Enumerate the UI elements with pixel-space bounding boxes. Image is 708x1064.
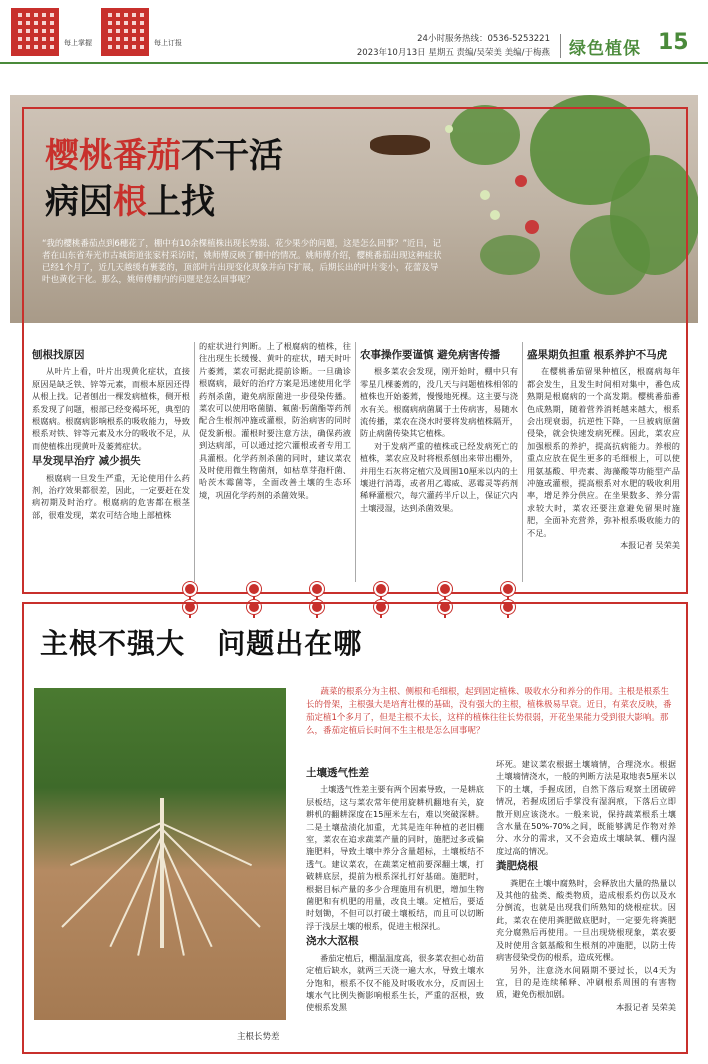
subhead-fruiting-care: 盛果期负担重 根系养护不马虎 xyxy=(527,349,668,361)
subhead-early-treat: 早发现早治疗 减少损失 xyxy=(32,455,141,468)
paragraph: 从叶片上看，叶片出现黄化症状，直接原因是缺乏铁、锌等元素，而根本原因还得从根上找。记者刨出一棵发病植株，侧开根系发现了问题，根部已经变褐坏死，典型的根腐病。根腐病影响根系的吸收能力，导致根系对铁、锌等元素及水分的吸收不足，从而使植株出现黄叶及萎蔫症状。 xyxy=(32,366,190,451)
page-header xyxy=(0,0,708,66)
column-divider xyxy=(522,342,523,582)
byline: 本报记者 吴荣美 xyxy=(616,1001,676,1012)
paragraph: 另外，注意浇水间隔期不要过长，以4天为宜，目的是连续稀释、冲刷根系周围的有害物质，避免伤根加剧。 xyxy=(496,964,676,1000)
article1-col4 xyxy=(527,346,680,552)
article2-col2 xyxy=(496,758,676,1013)
article2-lead: 蔬菜的根系分为主根、侧根和毛细根，起到固定植株、吸收水分和养分的作用。主根是根系生长的骨架，主根强大是培育壮棵的基础，没有强大的主根，植株极易早衰。近日，有菜农反映，番茄定植1个多月了，但是主根不太长，这样的植株往往长势很弱，开花坐果能力受到很大影响。那么，番茄定植后长时间不生主根是怎么回事呢？ xyxy=(306,687,672,736)
paragraph: 粪肥在土壤中腐熟时，会释放出大量的热量以及其他的盐类、酸类物质，造成根系灼伤以及水分倒流，也就是出现我们所熟知的烧根症状。因此，菜农在使用粪肥做底肥时，一定要先将粪肥充分腐熟后再使用。一旦出现烧根现象，菜农要及时使用含氨基酸和生根剂的冲施肥，以防土传病害侵染受伤的根系，造成死棵。 xyxy=(496,877,676,963)
title-black-3: 上找 xyxy=(147,182,215,222)
article2-col1 xyxy=(306,764,484,1014)
subhead-root-cause: 刨根找原因 xyxy=(32,349,85,361)
qr-code-1[interactable] xyxy=(11,8,59,56)
paragraph: 在樱桃番茄留果种植区，根腐病每年都会发生，且发生时间相对集中，番色成熟期是根腐病的一个高发期。樱桃番茄番色成熟期，随着营养消耗越来越大，根系会出现衰弱，抗逆性下降，一旦被病原菌侵染，就会快速发病死棵。因此，菜农应加强根系的养护，提高抗病能力。养根的重点应放在促生更多的毛细根上，可以使用氨基酸、甲壳素、海藻酸等功能型产品冲施或灌根，提高根系对水肥的吸收利用率，增足养分供应。在坐果数多、养分需求较大时，菜农还要注意避免留果时施肥，全面补充营养，弥补根系吸收能力的不足。 xyxy=(527,366,680,538)
paragraph: 根多菜农会发现，刚开始时，棚中只有零星几棵萎蔫的，没几天与问题植株相邻的植株也开始萎蔫，慢慢地死棵。这主要与浇水有关。根腐病病菌属于土传病害，易随水流传播，菜农在浇水时要将发病植株隔开，防止病菌传染其它植株。 xyxy=(360,366,518,439)
article1-col1 xyxy=(32,346,190,521)
paragraph: 番茄定植后，棚温温度高，很多菜农担心幼苗定植后缺水，就两三天浇一遍大水，导致土壤水分饱和，根系不仅不能及时吸收水分，反而因土壤水气比例失衡影响根系生长，严重的沤根，致使根系发黑 xyxy=(306,952,484,1013)
qr-label-1: 每上掌握 xyxy=(64,39,92,47)
dateline: 2023年10月13日 星期五 责编/吴荣美 美编/于梅燕 xyxy=(356,48,550,58)
title-black-2: 病因 xyxy=(45,182,113,222)
title-black-1: 不干活 xyxy=(181,136,283,176)
paragraph: 土壤透气性差主要有两个因素导致，一是耕底层板结，这与菜农常年使用旋耕机翻地有关，旋耕机的翻耕深度在15厘米左右，难以突破深耕。二是土壤盐渍化加重，尤其是连年种植的老旧棚室，菜农在追求蔬菜产量的同时，施肥过多或偏施肥料，导致土壤中养分含量超标，土壤板结不透气。建议菜农，在蔬菜定植前要深翻土壤，打破耕底层，提前为根系深扎打好基础。施肥时，根据目标产量的多少合理施用有机肥，增加生物菌肥和有机肥的用量，改良土壤。定植后，要适时划锄，不但可以打破土壤板结，而且可以切断浮于浅层土壤的根系，促进主根深扎。 xyxy=(306,784,484,931)
article1-lead: “我的樱桃番茄点到6穗花了，棚中有10余棵植株出现长势弱、花少果少的问题，这是怎么回事？”近日，记者在山东省寿光市古城街道张家村采访时，姚师傅反映了棚中的情况。姚师傅介绍，樱桃番茄出现这种症状已经1个月了，近几天越缓有裹萎的，顶部叶片出现变化现象并向下扩展，后期长出的叶片变小，花蕾及导叶也黄化干化。那么，姚师傅棚内的问题是怎么回事呢？ xyxy=(42,239,442,285)
article2-title: 主根不强大 问题出在哪 xyxy=(40,627,363,660)
byline: 本报记者 吴荣美 xyxy=(620,540,680,551)
column-divider xyxy=(355,342,356,582)
hotline: 24小时服务热线：0536-5253221 xyxy=(417,34,550,44)
qr-label-2: 每上订报 xyxy=(154,39,182,47)
section-title: 绿色植保 xyxy=(560,34,660,58)
title-red-1: 樱桃番茄 xyxy=(45,136,181,176)
page-number: 15 xyxy=(658,30,689,55)
article1-col2 xyxy=(199,340,351,501)
paragraph: 根腐病一旦发生严重，无论使用什么药剂，治疗效果都很差，因此，一定要赶在发病初期及时治疗。根腐病的危害都在根茎部，很难发现，菜农可结合地上部植株 xyxy=(32,472,190,520)
tomato-root-photo xyxy=(34,688,286,1020)
photo-caption: 主根长势差 xyxy=(237,1032,280,1042)
qr-code-2[interactable] xyxy=(101,8,149,56)
article1-title xyxy=(45,133,283,225)
subhead-soil-aeration: 土壤透气性差 xyxy=(306,767,369,779)
article1-col3 xyxy=(360,346,518,514)
title-red-2: 根 xyxy=(113,182,147,222)
subhead-overwatering: 浇水大沤根 xyxy=(306,935,359,948)
column-divider xyxy=(194,342,195,582)
paragraph: 坏死。建议菜农根据土壤墒情，合理浇水。根据土壤墒情浇水，一般的判断方法是取地表5厘米以下的土壤，手握成团，自然下落后观察土团破碎情况，若握成团后手掌没有湿润痕，下落后立即散开则应该浇水。一般来说，保持蔬菜根系土壤含水量在50%-70%之间，既能够满足作物对养分、水分的需求，又不会造成土壤缺氧、棚内湿度过高的情况。 xyxy=(496,759,676,856)
paragraph: 的症状进行判断。上了根腐病的植株，往往出现生长缓慢、黄叶的症状，晴天时叶片萎蔫，菜农可据此提前诊断。一旦确诊根腐病，最好的治疗方案是迅速使用化学药剂杀菌，避免病原菌进一步侵染传播。菜农可以使用咯菌腈、氟菌·肟菌酯等药剂配合生根剂冲施或灌根，防治病害的同时促发新根。灌根时要注意方法，确保药液到达病部，可以通过挖穴灌根或者专用工具灌根。化学药剂杀菌的同时，建议菜农及时使用微生物菌剂，如枯草芽孢杆菌、哈茨木霉菌等，全面改善土壤的生态环境，巩固化学药剂的杀菌效果。 xyxy=(199,341,351,500)
subhead-careful-farming: 农事操作要谨慎 避免病害传播 xyxy=(360,349,501,361)
subhead-manure-burn: 粪肥烧根 xyxy=(496,860,538,873)
header-rule xyxy=(0,62,708,64)
paragraph: 对于发病严重的植株或已经发病死亡的植株，菜农应及时将根系刨出来带出棚外，并用生石灰将定植穴及周围10厘米以内的土壤进行消毒，或者用乙霉威、恶霉灵等药剂稀释灌根穴，每穴灌药半斤以上，保证穴内土壤浸湿，达到杀菌效果。 xyxy=(360,440,518,513)
